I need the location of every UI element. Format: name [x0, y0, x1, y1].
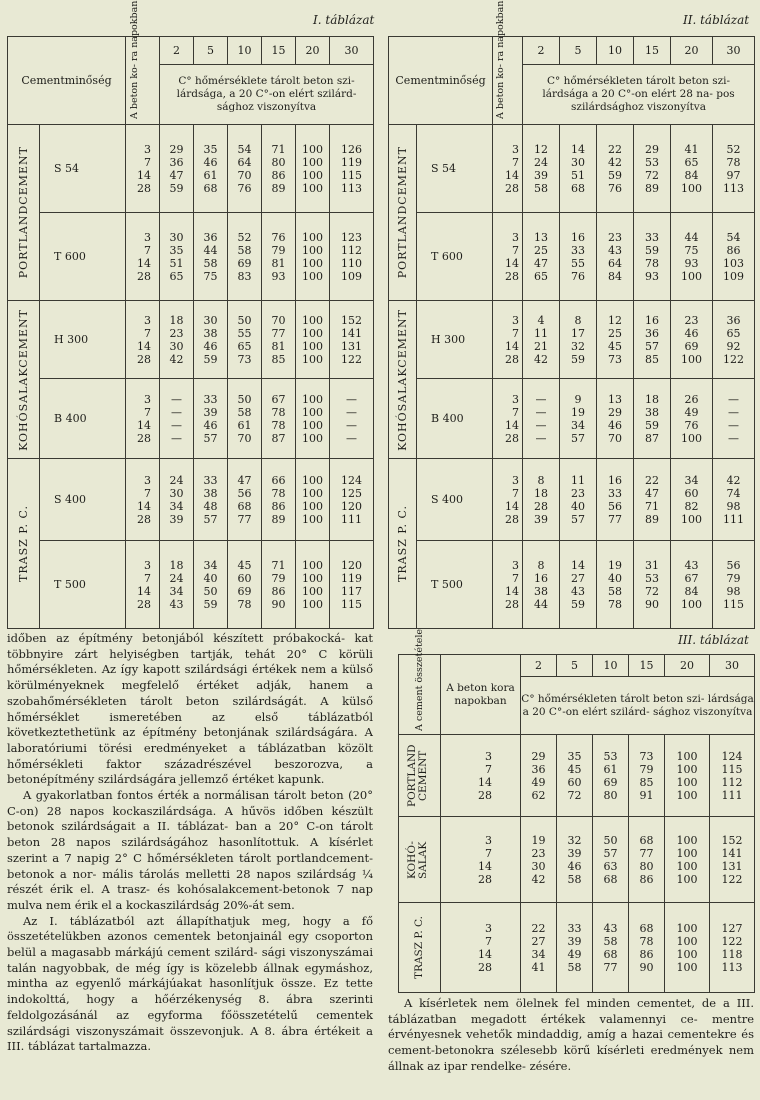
values-cell: 13 29 46 70 — [597, 379, 634, 459]
values-cell: 33 38 48 57 — [194, 459, 228, 541]
header-cement-composition: A cement összetétele — [414, 628, 425, 731]
age-days: 3 7 14 28 — [126, 379, 160, 459]
header-description: C° hőmérséklete tárolt beton szi- lárdsága, a 20 C°-on elért szilárd- sághoz viszonyítva — [160, 65, 374, 125]
group-label: PORTLAND CEMENT — [405, 744, 429, 807]
age-days: 3 7 14 28 — [126, 301, 160, 379]
paragraph: időben az építmény betonjából készített próbakocká- kat többnyire zárt helyiségben tartják, tehát 20° C körüli hőmérsékleten. Az így kapott szilárdsági értékek nem a külső körülményeknek megfelelő értéket adják, hanem a szobahőmérsékleten tárolt beton szilárdságát. A külső hőmérséklet ismeretében az első táblázatból következtethetünk az építmény betonjának szilárdságára. A laboratóriumi törési eredményeket a táblázatban közölt hőmérsékleti faktor századrészével beszorozva, a betonépítmény szilárdságára jellemző értéket kapunk. — [7, 631, 373, 787]
temp-header: 20 — [665, 655, 710, 677]
values-cell: 33 39 49 58 — [557, 903, 593, 993]
cement-type: B 400 — [417, 379, 493, 459]
age-days: 3 7 14 28 — [493, 459, 523, 541]
values-cell: — — — — — [160, 379, 194, 459]
age-days: 3 7 14 28 — [493, 301, 523, 379]
values-cell: 100 100 100 100 — [296, 459, 330, 541]
temp-header: 5 — [560, 37, 597, 65]
values-cell: 43 58 68 77 — [593, 903, 629, 993]
values-cell: 19 40 58 78 — [597, 541, 634, 629]
values-cell: 14 30 51 68 — [560, 125, 597, 213]
values-cell: 54 64 70 76 — [228, 125, 262, 213]
age-days: 3 7 14 28 — [126, 541, 160, 629]
age-days: 3 7 14 28 — [126, 213, 160, 301]
values-cell: 68 78 86 90 — [629, 903, 665, 993]
values-cell: 67 78 78 87 — [262, 379, 296, 459]
values-cell: 22 42 59 76 — [597, 125, 634, 213]
cement-type: T 600 — [417, 213, 493, 301]
values-cell: — — — — — [713, 379, 755, 459]
temp-header: 2 — [523, 37, 560, 65]
temp-header: 30 — [713, 37, 755, 65]
values-cell: 23 43 64 84 — [597, 213, 634, 301]
values-cell: 16 33 55 76 — [560, 213, 597, 301]
temp-header: 2 — [160, 37, 194, 65]
values-cell: 50 57 63 68 — [593, 817, 629, 903]
values-cell: 100 100 100 100 — [665, 735, 710, 817]
header-description: C° hőmérsékleten tárolt beton szi- lárdsága a 20 C°-on elért szilárd- sághoz viszonyítva — [521, 677, 755, 735]
values-cell: 34 40 50 59 — [194, 541, 228, 629]
age-days: 3 7 14 28 — [126, 125, 160, 213]
values-cell: 124 125 120 111 — [330, 459, 374, 541]
temp-header: 20 — [671, 37, 713, 65]
values-cell: 100 100 100 100 — [296, 125, 330, 213]
body-text-left — [7, 631, 373, 1055]
values-cell: 12 25 45 73 — [597, 301, 634, 379]
values-cell: 4 11 21 42 — [523, 301, 560, 379]
values-cell: 22 27 34 41 — [521, 903, 557, 993]
values-cell: 35 46 61 68 — [194, 125, 228, 213]
body-text-right — [388, 996, 754, 1075]
values-cell: 33 39 46 57 — [194, 379, 228, 459]
group-label: KOHÓ- SALAK — [405, 840, 429, 879]
age-days: 3 7 14 28 — [493, 125, 523, 213]
values-cell: 18 24 34 43 — [160, 541, 194, 629]
values-cell: 52 58 69 83 — [228, 213, 262, 301]
values-cell: 56 79 98 115 — [713, 541, 755, 629]
values-cell: 71 80 86 89 — [262, 125, 296, 213]
cement-type: T 500 — [417, 541, 493, 629]
age-days: 3 7 14 28 — [441, 903, 521, 993]
values-cell: 36 65 92 122 — [713, 301, 755, 379]
age-days: 3 7 14 28 — [493, 213, 523, 301]
values-cell: 54 86 103 109 — [713, 213, 755, 301]
table-3-label: III. táblázat — [678, 633, 749, 647]
values-cell: 100 100 100 100 — [296, 541, 330, 629]
values-cell: — — — — — [330, 379, 374, 459]
values-cell: 22 47 71 89 — [634, 459, 671, 541]
values-cell: 26 49 76 100 — [671, 379, 713, 459]
paragraph: Az I. táblázatból azt állapíthatjuk meg, hogy a fő összetételükben azonos cementek betonjainál egy csoporton belül a magasabb márkájú cement szilárd- sági viszonyszámai talán nagyobbak, de még így is közelebb állnak egymáshoz, mintha az egyenlő márkájúakat hasonlítjuk össze. Ez tette indokolttá, hogy a hőérzékenység 8. ábra szerinti feldolgozásánál az egyforma főösszetételű cementek szilárdsági viszonyszámait összevonjuk. A 8. ábra értékeit a III. táblázat tartalmazza. — [7, 913, 373, 1054]
values-cell: 32 39 46 58 — [557, 817, 593, 903]
values-cell: 100 100 100 100 — [296, 213, 330, 301]
group-label: TRASZ P. C. — [17, 505, 30, 582]
values-cell: 50 55 65 73 — [228, 301, 262, 379]
cement-type: H 300 — [40, 301, 126, 379]
values-cell: 13 25 47 65 — [523, 213, 560, 301]
header-cement-quality: Cementminőség — [8, 37, 126, 125]
values-cell: 18 23 30 42 — [160, 301, 194, 379]
values-cell: 43 67 84 100 — [671, 541, 713, 629]
values-cell: 11 23 40 57 — [560, 459, 597, 541]
group-label: TRASZ P. C. — [413, 916, 425, 979]
values-cell: 100 100 100 100 — [665, 903, 710, 993]
temp-header: 5 — [194, 37, 228, 65]
cement-type: S 400 — [417, 459, 493, 541]
values-cell: 42 74 98 111 — [713, 459, 755, 541]
cement-type: S 400 — [40, 459, 126, 541]
values-cell: 50 58 61 70 — [228, 379, 262, 459]
values-cell: 8 16 38 44 — [523, 541, 560, 629]
values-cell: 8 18 28 39 — [523, 459, 560, 541]
values-cell: 44 75 93 100 — [671, 213, 713, 301]
temp-header: 30 — [330, 37, 374, 65]
values-cell: 18 38 59 87 — [634, 379, 671, 459]
values-cell: 9 19 34 57 — [560, 379, 597, 459]
temp-header: 15 — [634, 37, 671, 65]
values-cell: 29 53 72 89 — [634, 125, 671, 213]
header-age: A beton kora napokban — [441, 655, 521, 735]
paragraph: A kísérletek nem ölelnek fel minden cementet, de a III. táblázatban megadott értékek valamennyi ce- mentre érvényesnek vehetők mindaddig, amíg a hazai cementekre és cement-betonokra szélesebb körű kísérleti eredmények nem állnak az ipar rendelke- zésére. — [388, 996, 754, 1073]
header-age: A beton ko- ra napokban — [494, 0, 506, 119]
values-cell: 152 141 131 122 — [710, 817, 755, 903]
temp-header: 10 — [597, 37, 634, 65]
values-cell: — — — — — [523, 379, 560, 459]
group-label: TRASZ P. C. — [396, 505, 409, 582]
values-cell: 8 17 32 59 — [560, 301, 597, 379]
cement-type: T 600 — [40, 213, 126, 301]
group-label: KOHÓSALAKCEMENT — [17, 308, 30, 451]
values-cell: 16 36 57 85 — [634, 301, 671, 379]
values-cell: 30 35 51 65 — [160, 213, 194, 301]
values-cell: 29 36 49 62 — [521, 735, 557, 817]
values-cell: 71 79 86 90 — [262, 541, 296, 629]
values-cell: 100 100 100 100 — [665, 817, 710, 903]
group-label: PORTLANDCEMENT — [17, 146, 30, 279]
values-cell: 34 60 82 100 — [671, 459, 713, 541]
cement-type: H 300 — [417, 301, 493, 379]
temp-header: 30 — [710, 655, 755, 677]
values-cell: 12 24 39 58 — [523, 125, 560, 213]
values-cell: 126 119 115 113 — [330, 125, 374, 213]
header-description: C° hőmérsékleten tárolt beton szi- lárdsága a 20 C°-on elért 28 na- pos szilárdsághoz viszonyítva — [523, 65, 755, 125]
cement-type: S 54 — [417, 125, 493, 213]
header-age: A beton ko- ra napokban — [128, 0, 140, 119]
values-cell: 152 141 131 122 — [330, 301, 374, 379]
temp-header: 15 — [262, 37, 296, 65]
values-cell: 127 122 118 113 — [710, 903, 755, 993]
values-cell: 123 112 110 109 — [330, 213, 374, 301]
values-cell: 31 53 72 90 — [634, 541, 671, 629]
values-cell: 68 77 80 86 — [629, 817, 665, 903]
values-cell: 24 30 34 39 — [160, 459, 194, 541]
values-cell: 41 65 84 100 — [671, 125, 713, 213]
values-cell: 120 119 117 115 — [330, 541, 374, 629]
values-cell: 73 79 85 91 — [629, 735, 665, 817]
values-cell: 29 36 47 59 — [160, 125, 194, 213]
temp-header: 10 — [593, 655, 629, 677]
table-2-label: II. táblázat — [683, 13, 750, 27]
values-cell: 100 100 100 100 — [296, 301, 330, 379]
temp-header: 15 — [629, 655, 665, 677]
values-cell: 36 44 58 75 — [194, 213, 228, 301]
values-cell: 45 60 69 78 — [228, 541, 262, 629]
values-cell: 53 61 69 80 — [593, 735, 629, 817]
values-cell: 35 45 60 72 — [557, 735, 593, 817]
values-cell: 100 100 100 100 — [296, 379, 330, 459]
temp-header: 10 — [228, 37, 262, 65]
values-cell: 70 77 81 85 — [262, 301, 296, 379]
temp-header: 2 — [521, 655, 557, 677]
values-cell: 124 115 112 111 — [710, 735, 755, 817]
values-cell: 14 27 43 59 — [560, 541, 597, 629]
values-cell: 19 23 30 42 — [521, 817, 557, 903]
values-cell: 47 56 68 77 — [228, 459, 262, 541]
cement-type: B 400 — [40, 379, 126, 459]
values-cell: 16 33 56 77 — [597, 459, 634, 541]
age-days: 3 7 14 28 — [441, 817, 521, 903]
group-label: PORTLANDCEMENT — [396, 146, 409, 279]
values-cell: 33 59 78 93 — [634, 213, 671, 301]
age-days: 3 7 14 28 — [493, 541, 523, 629]
temp-header: 5 — [557, 655, 593, 677]
group-label: KOHÓSALAKCEMENT — [396, 308, 409, 451]
cement-type: T 500 — [40, 541, 126, 629]
age-days: 3 7 14 28 — [493, 379, 523, 459]
table-1-label: I. táblázat — [313, 13, 375, 27]
values-cell: 30 38 46 59 — [194, 301, 228, 379]
header-cement-quality: Cementminőség — [389, 37, 493, 125]
values-cell: 66 78 86 89 — [262, 459, 296, 541]
values-cell: 76 79 81 93 — [262, 213, 296, 301]
age-days: 3 7 14 28 — [441, 735, 521, 817]
values-cell: 23 46 69 100 — [671, 301, 713, 379]
paragraph: A gyakorlatban fontos érték a normálisan tárolt beton (20° C-on) 28 napos kockaszilárdsága. A hűvös időben készült betonok szilárdságait a II. táblázat- ban a 20° C-on tárolt beton 28 napos szilárdságához hasonlítottuk. A kísérlet szerint a 7 napig 2° C hőmérsékleten tárolt portlandcement-betonok a nor- mális tárolás melletti 28 napos szilárdság ¼ részét érik el. A trasz- és kohósalakcement-betonok 7 nap mulva nem érik el a kockaszilárdság 20%-át sem. — [7, 788, 373, 912]
temp-header: 20 — [296, 37, 330, 65]
cement-type: S 54 — [40, 125, 126, 213]
values-cell: 52 78 97 113 — [713, 125, 755, 213]
age-days: 3 7 14 28 — [126, 459, 160, 541]
